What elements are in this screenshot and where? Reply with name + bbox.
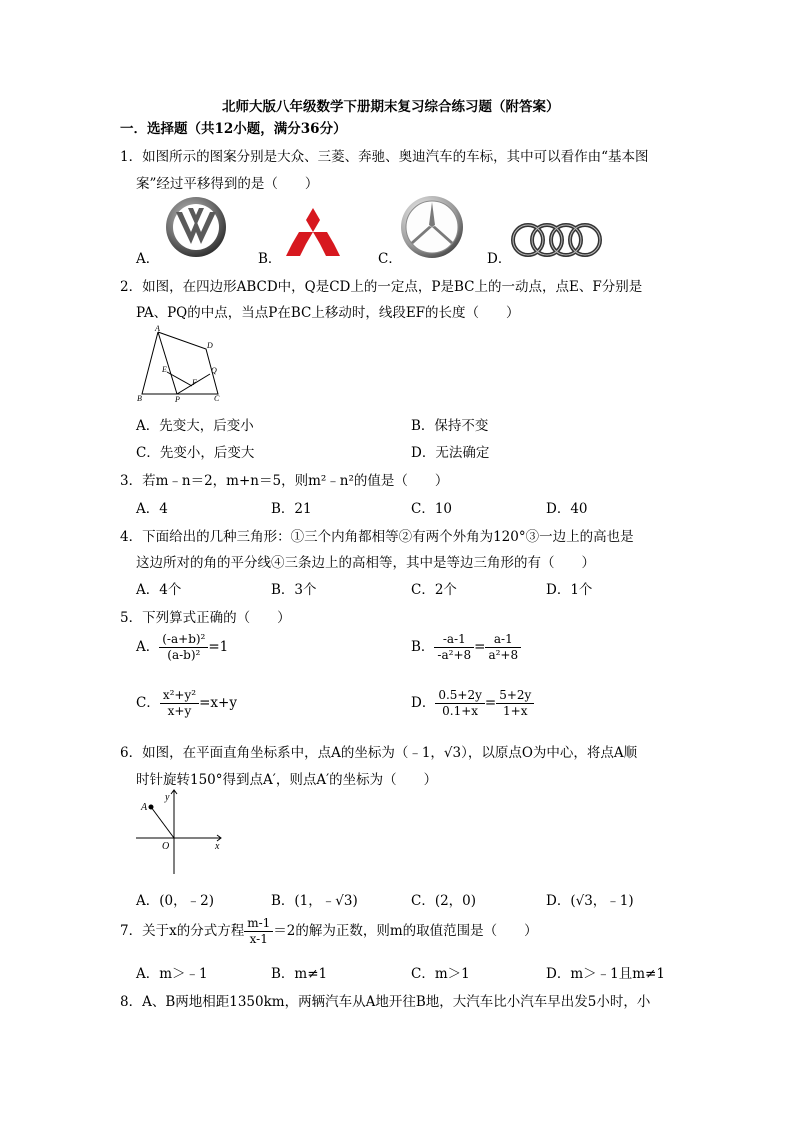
label-q: Q — [211, 366, 217, 375]
q7-option-c: C．m＞1 — [411, 966, 470, 982]
label-f: F — [192, 378, 197, 387]
q1-option-d: D． — [487, 251, 512, 267]
q8-line: 8．A、B两地相距1350km，两辆汽车从A地开往B地，大汽车比小汽车早出发5小时，小 — [120, 994, 651, 1010]
label-a: A — [141, 802, 148, 813]
q3-option-d: D．40 — [546, 501, 588, 517]
q5-option-c: C． $\frac{\text{x²+y²}}{x+y}$ =x+y — [136, 688, 237, 718]
q2-quadrilateral-figure — [136, 325, 231, 405]
q7-option-b: B．m≠1 — [271, 966, 328, 982]
q2-option-a: A．先变大，后变小 — [136, 418, 254, 434]
q3-line: 3．若m﹣n＝2，m+n＝5，则m²﹣n²的值是（ ） — [120, 473, 449, 489]
volkswagen-logo-icon — [165, 196, 227, 258]
label-a: A — [155, 325, 160, 333]
q1-line1: 1．如图所示的图案分别是大众、三菱、奔驰、奥迪汽车的车标，其中可以看作由“基本图 — [120, 149, 649, 165]
q7-option-a: A．m＞﹣1 — [136, 966, 208, 982]
q6-option-d: D．(√3，﹣1) — [546, 893, 634, 909]
label-p: P — [175, 395, 180, 404]
q6-option-a: A．(0，﹣2) — [136, 893, 214, 909]
mitsubishi-logo-icon — [286, 206, 340, 258]
q4-option-a: A．4个 — [136, 582, 182, 598]
q3-option-a: A．4 — [136, 501, 168, 517]
q5-option-d: D． $\frac{0.5+2y}{0.1+x}$ = $\frac{5+2y}{1+x}$ — [411, 688, 534, 719]
q6-line1: 6．如图，在平面直角坐标系中，点A的坐标为（﹣1，√3），以原点O为中心，将点A顺 — [120, 745, 638, 761]
q6-coordinate-figure — [136, 788, 226, 876]
mercedes-logo-icon — [400, 195, 464, 259]
q4-option-b: B．3个 — [271, 582, 317, 598]
q2-option-b: B．保持不变 — [411, 418, 489, 434]
q5-line: 5．下列算式正确的（ ） — [120, 610, 291, 626]
q6-option-b: B．(1，﹣√3) — [271, 893, 358, 909]
q7-line: 7．关于x的分式方程 $\frac{m-1}{x-1}$ ＝2的解为正数，则m的取值范围是（ ） — [120, 916, 538, 946]
q1-option-a: A． — [136, 251, 160, 267]
label-c: C — [214, 394, 220, 403]
q2-option-d: D．无法确定 — [411, 445, 490, 461]
q7-option-d: D．m＞﹣1且m≠1 — [546, 966, 665, 982]
q5-option-b: B． $\frac{-a-1}{\text{-a²+8}}$ = $\frac{a-1}{\text{a²+8}}$ — [411, 632, 521, 663]
q4-option-d: D．1个 — [546, 582, 593, 598]
q2-line1: 2．如图，在四边形ABCD中，Q是CD上的一定点，P是BC上的一动点，点E、F分别是 — [120, 279, 643, 295]
q2-option-c: C．先变小，后变大 — [136, 445, 255, 461]
q2-line2: PA、PQ的中点，当点P在BC上移动时，线段EF的长度（ ） — [136, 305, 520, 321]
label-o: O — [162, 841, 170, 852]
section-heading: 一．选择题（共12小题，满分36分） — [120, 121, 347, 137]
q4-option-c: C．2个 — [411, 582, 457, 598]
q1-line2: 案”经过平移得到的是（ ） — [136, 176, 319, 192]
label-e: E — [162, 365, 167, 374]
q4-line1: 4．下面给出的几种三角形：①三个内角都相等②有两个外角为120°③一边上的高也是 — [120, 529, 634, 545]
q1-option-c: C． — [378, 251, 402, 267]
page-title: 北师大版八年级数学下册期末复习综合练习题（附答案） — [222, 99, 560, 115]
q6-line2: 时针旋转150°得到点A′，则点A′的坐标为（ ） — [136, 772, 438, 788]
q6-option-c: C．(2，0) — [411, 893, 477, 909]
q3-option-b: B．21 — [271, 501, 312, 517]
q4-line2: 这边所对的角的平分线④三条边上的高相等，其中是等边三角形的有（ ） — [136, 555, 595, 571]
label-y: y — [165, 792, 170, 803]
q3-option-c: C．10 — [411, 501, 453, 517]
label-d: D — [207, 341, 213, 350]
label-x: x — [215, 841, 220, 852]
q1-option-b: B． — [258, 251, 282, 267]
audi-logo-icon — [510, 220, 604, 260]
label-b: B — [137, 394, 142, 403]
q5-option-a: A． $\frac{\text{(-a+b)²}}{\text{(a-b)²}}$ =1 — [136, 632, 229, 662]
